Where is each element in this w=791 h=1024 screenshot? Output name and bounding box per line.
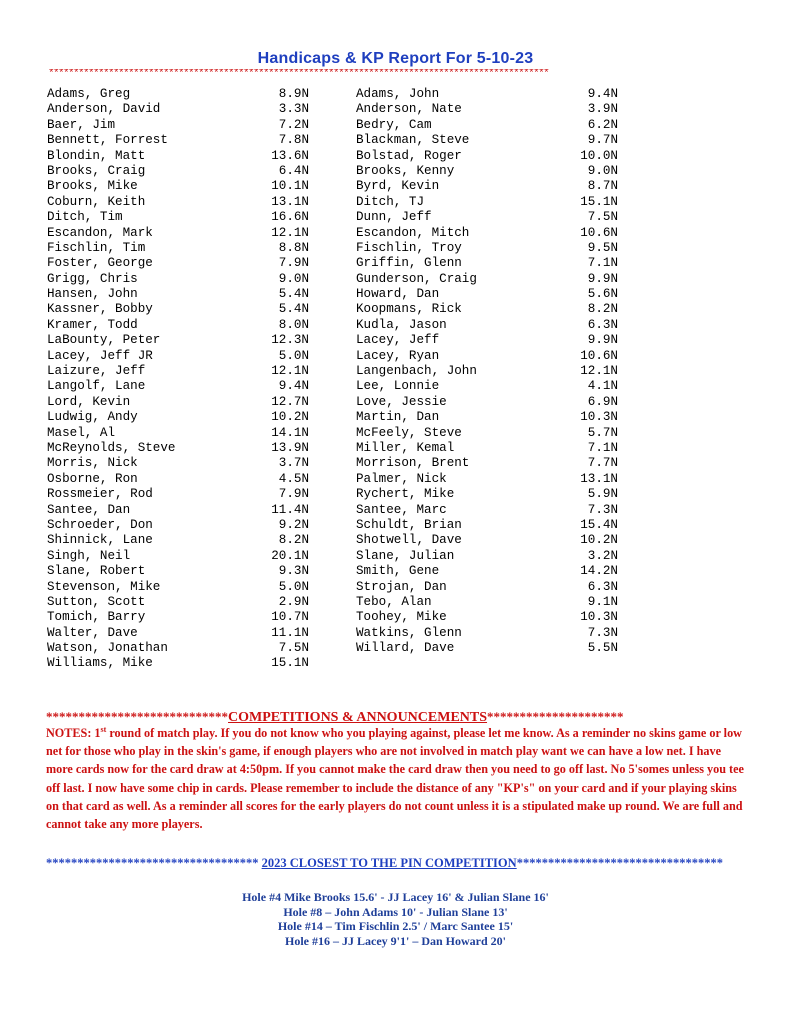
player-name: McFeely, Steve: [356, 425, 462, 440]
player-handicap: 8.7N: [587, 179, 618, 194]
player-row: [47, 564, 309, 579]
player-row: [356, 118, 618, 133]
player-name: Watkins, Glenn: [356, 625, 462, 640]
player-handicap: 6.9N: [587, 394, 618, 409]
player-handicap: 7.2N: [278, 117, 309, 132]
player-handicap: 5.9N: [587, 487, 618, 502]
player-row: [47, 133, 309, 148]
player-handicap: 15.1N: [580, 194, 618, 209]
player-handicap: 8.9N: [278, 87, 309, 101]
player-handicap: 7.1N: [587, 256, 618, 271]
player-handicap: 9.2N: [278, 517, 309, 532]
player-handicap: 4.5N: [278, 471, 309, 486]
player-handicap: 9.7N: [587, 133, 618, 148]
player-name: Schuldt, Brian: [356, 517, 462, 532]
player-name: Toohey, Mike: [356, 610, 447, 625]
player-name: Kassner, Bobby: [47, 302, 153, 317]
player-handicap: 14.2N: [580, 564, 618, 579]
player-name: Brooks, Kenny: [356, 163, 455, 178]
player-handicap: 13.6N: [271, 148, 309, 163]
player-name: Kudla, Jason: [356, 317, 447, 332]
handicap-list-left: [47, 87, 309, 672]
player-name: Bolstad, Roger: [356, 148, 462, 163]
player-name: Griffin, Glenn: [356, 256, 462, 271]
player-row: [47, 102, 309, 117]
player-row: [356, 487, 618, 502]
player-row: [47, 164, 309, 179]
player-row: [356, 226, 618, 241]
player-handicap: 9.4N: [278, 379, 309, 394]
title-divider: ****************************************************************************************************: [48, 69, 549, 79]
player-name: Shotwell, Dave: [356, 533, 462, 548]
player-row: [356, 287, 618, 302]
player-handicap: 3.3N: [278, 102, 309, 117]
player-handicap: 15.1N: [271, 656, 309, 671]
player-row: [47, 226, 309, 241]
player-row: [47, 472, 309, 487]
player-handicap: 7.5N: [587, 210, 618, 225]
player-handicap: 5.4N: [278, 302, 309, 317]
player-name: Langolf, Lane: [47, 379, 146, 394]
player-name: Lord, Kevin: [47, 394, 131, 409]
player-row: [47, 441, 309, 456]
player-row: [47, 210, 309, 225]
player-handicap: 5.0N: [278, 579, 309, 594]
player-row: [356, 379, 618, 394]
player-name: Anderson, David: [47, 102, 161, 117]
player-row: [47, 426, 309, 441]
player-handicap: 7.8N: [278, 133, 309, 148]
player-row: [356, 102, 618, 117]
player-name: Foster, George: [47, 256, 153, 271]
player-handicap: 10.1N: [271, 179, 309, 194]
player-row: [47, 149, 309, 164]
player-row: [47, 533, 309, 548]
player-row: [356, 410, 618, 425]
player-row: [356, 441, 618, 456]
player-handicap: 11.1N: [271, 625, 309, 640]
player-name: Koopmans, Rick: [356, 302, 462, 317]
player-name: Santee, Dan: [47, 502, 131, 517]
player-row: [356, 210, 618, 225]
player-row: [47, 379, 309, 394]
player-handicap: 9.0N: [587, 163, 618, 178]
player-name: Fischlin, Tim: [47, 240, 146, 255]
player-row: [356, 456, 618, 471]
player-row: [356, 195, 618, 210]
player-row: [47, 118, 309, 133]
player-name: Smith, Gene: [356, 564, 440, 579]
player-row: [47, 626, 309, 641]
player-name: Slane, Robert: [47, 564, 146, 579]
player-row: [356, 564, 618, 579]
player-name: Brooks, Mike: [47, 179, 138, 194]
player-handicap: 20.1N: [271, 548, 309, 563]
player-row: [47, 503, 309, 518]
kp-stars-right: *********************************: [516, 856, 723, 870]
player-row: [356, 333, 618, 348]
player-row: [356, 349, 618, 364]
player-row: [47, 318, 309, 333]
player-name: Osborne, Ron: [47, 471, 138, 486]
player-row: [356, 179, 618, 194]
player-name: LaBounty, Peter: [47, 333, 161, 348]
player-name: Strojan, Dan: [356, 579, 447, 594]
player-handicap: 10.3N: [580, 410, 618, 425]
player-handicap: 13.9N: [271, 440, 309, 455]
player-handicap: 9.1N: [587, 594, 618, 609]
player-handicap: 7.3N: [587, 502, 618, 517]
player-handicap: 12.7N: [271, 394, 309, 409]
player-handicap: 12.1N: [580, 364, 618, 379]
player-name: Adams, Greg: [47, 87, 131, 101]
player-row: [356, 241, 618, 256]
player-handicap: 11.4N: [271, 502, 309, 517]
player-handicap: 5.6N: [587, 287, 618, 302]
player-handicap: 8.2N: [587, 302, 618, 317]
player-name: Escandon, Mark: [47, 225, 153, 240]
player-handicap: 10.0N: [580, 148, 618, 163]
player-name: Dunn, Jeff: [356, 210, 432, 225]
player-name: Lacey, Jeff: [356, 333, 440, 348]
player-row: [356, 503, 618, 518]
player-handicap: 10.6N: [580, 348, 618, 363]
player-row: [47, 195, 309, 210]
kp-result-line: Hole #14 – Tim Fischlin 2.5' / Marc Santee 15': [277, 919, 514, 933]
player-name: Martin, Dan: [356, 410, 440, 425]
player-handicap: 10.2N: [580, 533, 618, 548]
player-name: Masel, Al: [47, 425, 116, 440]
player-name: Love, Jessie: [356, 394, 447, 409]
player-handicap: 7.9N: [278, 256, 309, 271]
player-row: [356, 595, 618, 610]
player-name: Morrison, Brent: [356, 456, 470, 471]
player-row: [356, 533, 618, 548]
kp-result-line: Hole #8 – John Adams 10' - Julian Slane 13': [283, 904, 508, 919]
player-handicap: 6.4N: [278, 163, 309, 178]
player-name: Gunderson, Craig: [356, 271, 477, 286]
player-name: Howard, Dan: [356, 287, 440, 302]
player-row: [356, 549, 618, 564]
kp-results: [0, 890, 791, 948]
kp-header: [46, 856, 746, 871]
player-name: Brooks, Craig: [47, 163, 146, 178]
player-name: Shinnick, Lane: [47, 533, 153, 548]
player-name: Ludwig, Andy: [47, 410, 138, 425]
player-row: [47, 272, 309, 287]
player-name: Bennett, Forrest: [47, 133, 168, 148]
player-name: Santee, Marc: [356, 502, 447, 517]
notes-superscript: st: [100, 724, 107, 734]
player-name: Schroeder, Don: [47, 517, 153, 532]
player-row: [47, 595, 309, 610]
player-handicap: 10.2N: [271, 410, 309, 425]
player-row: [47, 641, 309, 656]
player-name: Singh, Neil: [47, 548, 131, 563]
player-row: [356, 626, 618, 641]
player-row: [356, 133, 618, 148]
player-row: [47, 580, 309, 595]
player-row: [47, 364, 309, 379]
player-handicap: 12.1N: [271, 364, 309, 379]
player-name: Rossmeier, Rod: [47, 487, 153, 502]
player-row: [356, 256, 618, 271]
player-handicap: 4.1N: [587, 379, 618, 394]
player-name: Grigg, Chris: [47, 271, 138, 286]
player-row: [47, 410, 309, 425]
player-row: [356, 518, 618, 533]
player-handicap: 6.2N: [587, 117, 618, 132]
player-handicap: 13.1N: [580, 471, 618, 486]
player-handicap: 10.6N: [580, 225, 618, 240]
player-name: Ditch, Tim: [47, 210, 123, 225]
player-handicap: 5.4N: [278, 287, 309, 302]
player-name: Kramer, Todd: [47, 317, 138, 332]
player-handicap: 8.8N: [278, 240, 309, 255]
kp-result-line: Hole #4 Mike Brooks 15.6' - JJ Lacey 16' & Julian Slane 16': [242, 890, 549, 904]
player-row: [47, 549, 309, 564]
player-name: Slane, Julian: [356, 548, 455, 563]
player-handicap: 12.3N: [271, 333, 309, 348]
player-handicap: 6.3N: [587, 579, 618, 594]
player-name: Baer, Jim: [47, 117, 116, 132]
player-row: [356, 272, 618, 287]
player-handicap: 7.3N: [587, 625, 618, 640]
player-handicap: 8.2N: [278, 533, 309, 548]
player-name: Rychert, Mike: [356, 487, 455, 502]
notes-body: round of match play. If you do not know who you playing against, please let me know. As a reminder no skins game or low net for those who play in the skin's game, if enough players who are not involved in match play want we can have a low net. I have more cards now for the card draw at 4:50pm. If you cannot make the card draw then you need to go off last. No 5'somes unless you tee off last. I now have some chip in cards. Please remember to include the distance of any "KP's" on your card and if your playing skins on that card as well. As a reminder all scores for the early players do not count unless it is a stipulated make up round. We are full and cannot take any more players.: [46, 726, 744, 832]
kp-result-line: Hole #16 – JJ Lacey 9'1' – Dan Howard 20': [285, 933, 506, 948]
player-handicap: 9.9N: [587, 333, 618, 348]
player-handicap: 12.1N: [271, 225, 309, 240]
announcements-stars-right: *********************: [487, 709, 624, 724]
player-handicap: 13.1N: [271, 194, 309, 209]
player-handicap: 7.7N: [587, 456, 618, 471]
player-row: [47, 487, 309, 502]
player-row: [47, 456, 309, 471]
notes-prefix: NOTES: 1: [46, 726, 101, 740]
player-name: Hansen, John: [47, 287, 138, 302]
player-name: Langenbach, John: [356, 364, 477, 379]
player-row: [47, 333, 309, 348]
player-row: [356, 164, 618, 179]
player-name: Blackman, Steve: [356, 133, 470, 148]
handicap-list-right: [356, 87, 618, 656]
player-name: Tebo, Alan: [356, 594, 432, 609]
player-name: Bedry, Cam: [356, 117, 432, 132]
player-handicap: 7.5N: [278, 641, 309, 656]
player-row: [356, 580, 618, 595]
player-handicap: 9.4N: [587, 87, 618, 101]
player-handicap: 9.9N: [587, 271, 618, 286]
player-name: Ditch, TJ: [356, 194, 425, 209]
player-name: Willard, Dave: [356, 641, 455, 656]
player-name: Watson, Jonathan: [47, 641, 168, 656]
player-name: Morris, Nick: [47, 456, 138, 471]
player-row: [47, 256, 309, 271]
player-handicap: 5.7N: [587, 425, 618, 440]
player-handicap: 5.5N: [587, 641, 618, 656]
player-name: Fischlin, Troy: [356, 240, 462, 255]
player-handicap: 15.4N: [580, 517, 618, 532]
player-row: [356, 87, 618, 102]
player-name: McReynolds, Steve: [47, 440, 176, 455]
player-handicap: 2.9N: [278, 594, 309, 609]
announcements-stars-left: ****************************: [46, 709, 228, 724]
player-row: [47, 241, 309, 256]
announcements-heading: COMPETITIONS & ANNOUNCEMENTS: [228, 710, 488, 725]
player-row: [356, 610, 618, 625]
player-row: [47, 179, 309, 194]
player-handicap: 6.3N: [587, 317, 618, 332]
player-row: [356, 472, 618, 487]
player-name: Palmer, Nick: [356, 471, 447, 486]
player-name: Lacey, Ryan: [356, 348, 440, 363]
player-name: Blondin, Matt: [47, 148, 146, 163]
player-row: [356, 318, 618, 333]
player-row: [356, 302, 618, 317]
report-title: Handicaps & KP Report For 5-10-23: [257, 50, 534, 67]
player-name: Adams, John: [356, 87, 440, 101]
player-name: Stevenson, Mike: [47, 579, 161, 594]
player-handicap: 10.7N: [271, 610, 309, 625]
player-name: Tomich, Barry: [47, 610, 146, 625]
player-handicap: 3.9N: [587, 102, 618, 117]
player-name: Williams, Mike: [47, 656, 153, 671]
player-row: [47, 518, 309, 533]
player-name: Laizure, Jeff: [47, 364, 146, 379]
player-row: [47, 87, 309, 102]
player-handicap: 8.0N: [278, 317, 309, 332]
player-handicap: 9.3N: [278, 564, 309, 579]
player-row: [47, 395, 309, 410]
player-name: Escandon, Mitch: [356, 225, 470, 240]
player-name: Lacey, Jeff JR: [47, 348, 153, 363]
player-row: [356, 395, 618, 410]
player-handicap: 3.2N: [587, 548, 618, 563]
player-row: [47, 302, 309, 317]
player-row: [356, 641, 618, 656]
player-handicap: 7.1N: [587, 440, 618, 455]
player-name: Coburn, Keith: [47, 194, 146, 209]
player-row: [47, 349, 309, 364]
player-row: [356, 364, 618, 379]
player-name: Miller, Kemal: [356, 440, 455, 455]
player-handicap: 7.9N: [278, 487, 309, 502]
player-handicap: 16.6N: [271, 210, 309, 225]
kp-stars-left: **********************************: [46, 856, 259, 870]
player-handicap: 3.7N: [278, 456, 309, 471]
player-row: [356, 149, 618, 164]
player-handicap: 5.0N: [278, 348, 309, 363]
player-row: [47, 287, 309, 302]
player-handicap: 14.1N: [271, 425, 309, 440]
player-handicap: 10.3N: [580, 610, 618, 625]
player-handicap: 9.5N: [587, 240, 618, 255]
player-name: Sutton, Scott: [47, 594, 146, 609]
kp-heading: 2023 CLOSEST TO THE PIN COMPETITION: [261, 856, 517, 870]
player-name: Lee, Lonnie: [356, 379, 440, 394]
announcements-notes: [46, 724, 746, 833]
player-row: [47, 656, 309, 671]
player-name: Walter, Dave: [47, 625, 138, 640]
player-row: [356, 426, 618, 441]
player-name: Anderson, Nate: [356, 102, 462, 117]
player-name: Byrd, Kevin: [356, 179, 440, 194]
player-handicap: 9.0N: [278, 271, 309, 286]
player-row: [47, 610, 309, 625]
